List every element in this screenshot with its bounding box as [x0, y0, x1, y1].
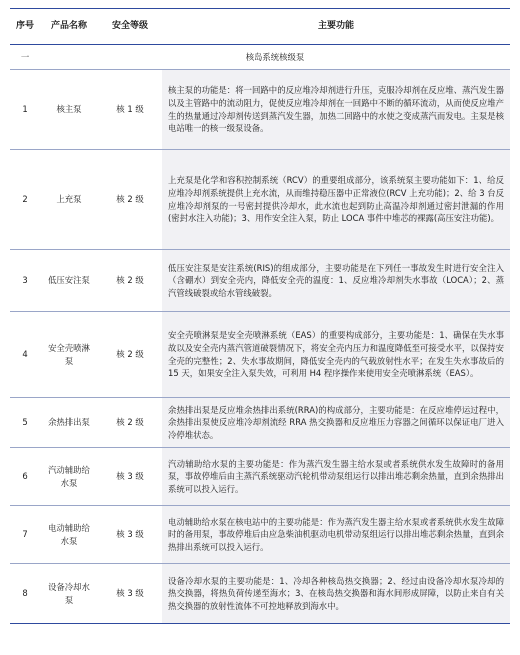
row-safety-grade: 核 3 级: [98, 564, 162, 624]
row-safety-grade: 核 3 级: [98, 448, 162, 506]
table-body: [10, 45, 510, 624]
row-index: 5: [10, 398, 40, 448]
header-row: [10, 9, 510, 45]
table-header: [10, 9, 510, 45]
row-index: 7: [10, 506, 40, 564]
category-row: [10, 45, 510, 70]
table-row: [10, 250, 510, 312]
row-safety-grade: 核 2 级: [98, 150, 162, 250]
row-index: 3: [10, 250, 40, 312]
row-main-function: 汽动辅助给水泵的主要功能是：作为蒸汽发生器主给水泵或者系统供水发生故障时的备用泵，事故停堆后由主蒸汽系统驱动汽轮机带动泵组运行以排出堆芯剩余热量，直到余热排出系统可以投入运行。: [162, 448, 510, 506]
row-product-name: 设备冷却水泵: [40, 564, 98, 624]
row-product-name: 电动辅助给水泵: [40, 506, 98, 564]
row-safety-grade: 核 1 级: [98, 70, 162, 150]
row-product-name: 汽动辅助给水泵: [40, 448, 98, 506]
nuclear-pump-table: [10, 8, 510, 624]
header-index: 序号: [10, 9, 40, 45]
row-index: 4: [10, 312, 40, 398]
row-main-function: 设备冷却水泵的主要功能是：1、冷却各种核岛热交换器；2、经过由设备冷却水泵冷却的热交换器，将热负荷传递至海水；3、在核岛热交换器和海水间形成屏障，以防止来自有关热交换器的放射性流体不可控地释放到海水中。: [162, 564, 510, 624]
category-index: 一: [10, 45, 40, 70]
row-main-function: 核主泵的功能是：将一回路中的反应堆冷却剂进行升压，克服冷却剂在反应堆、蒸汽发生器以及主管路中的流动阻力，促使反应堆冷却剂在一回路中不断的循环流动，从而使反应堆产生的热量通过冷却剂传送到蒸汽发生器，加热二回路中的水使之变成蒸汽而发电。主泵是核电站唯一的核一级泵设备。: [162, 70, 510, 150]
table-row: [10, 398, 510, 448]
row-product-name: 核主泵: [40, 70, 98, 150]
row-product-name: 安全壳喷淋泵: [40, 312, 98, 398]
header-name: 产品名称: [40, 9, 98, 45]
row-safety-grade: 核 2 级: [98, 250, 162, 312]
table-row: [10, 564, 510, 624]
table-row: [10, 70, 510, 150]
row-main-function: 安全壳喷淋泵是安全壳喷淋系统（EAS）的重要构成部分，主要功能是：1、确保在失水事故以及安全壳内蒸汽管道破裂情况下，将安全壳内压力和温度降低至可接受水平，以保持安全壳的完整性；2、失水事故期间，降低安全壳内的气载放射性水平；在发生失水事故后的 15 天，如果安全注入泵失效，可利用 H4 程序操作来使用安全壳喷淋系统（EAS）。: [162, 312, 510, 398]
row-main-function: 低压安注泵是安注系统(RIS)的组成部分，主要功能是在下列任一事故发生时进行安全注入（含硼水）到安全壳内，降低安全壳的温度：1、反应堆冷却剂失水事故（LOCA）；2、蒸汽管线破裂或给水管线破裂。: [162, 250, 510, 312]
row-main-function: 余热排出泵是反应堆余热排出系统(RRA)的构成部分，主要功能是：在反应堆停运过程中，余热排出泵使反应堆冷却剂流经 RRA 热交换器和反应堆压力容器之间循环以保证电厂进入冷停堆状态。: [162, 398, 510, 448]
row-safety-grade: 核 3 级: [98, 506, 162, 564]
category-title: 核岛系统核级泵: [40, 45, 510, 70]
table-row: [10, 448, 510, 506]
row-main-function: 上充泵是化学和容积控制系统（RCV）的重要组成部分，该系统泵主要功能如下：1、给反应堆冷却剂系统提供上充水流，从而维持稳压器中正常液位(RCV 上充功能)；2、给 3 台反应堆冷却剂泵的一号密封提供冷却水，此水流也起到防止高温冷却剂通过密封泄漏的作用(密封水注入功能)；3、用作安全注入泵，防止 LOCA 事件中堆芯的裸露(高压安注功能)。: [162, 150, 510, 250]
row-product-name: 余热排出泵: [40, 398, 98, 448]
row-safety-grade: 核 2 级: [98, 312, 162, 398]
row-product-name: 上充泵: [40, 150, 98, 250]
row-index: 1: [10, 70, 40, 150]
row-index: 8: [10, 564, 40, 624]
row-main-function: 电动辅助给水泵在核电站中的主要功能是：作为蒸汽发生器主给水泵或者系统供水发生故障时的备用泵，事故停堆后由应急柴油机驱动电机带动泵组运行以排出堆芯剩余热量，直到余热排出系统可以投入运行。: [162, 506, 510, 564]
row-safety-grade: 核 2 级: [98, 398, 162, 448]
header-function: 主要功能: [162, 9, 510, 45]
table-row: [10, 312, 510, 398]
row-product-name: 低压安注泵: [40, 250, 98, 312]
table-row: [10, 506, 510, 564]
row-index: 6: [10, 448, 40, 506]
table-row: [10, 150, 510, 250]
header-grade: 安全等级: [98, 9, 162, 45]
row-index: 2: [10, 150, 40, 250]
